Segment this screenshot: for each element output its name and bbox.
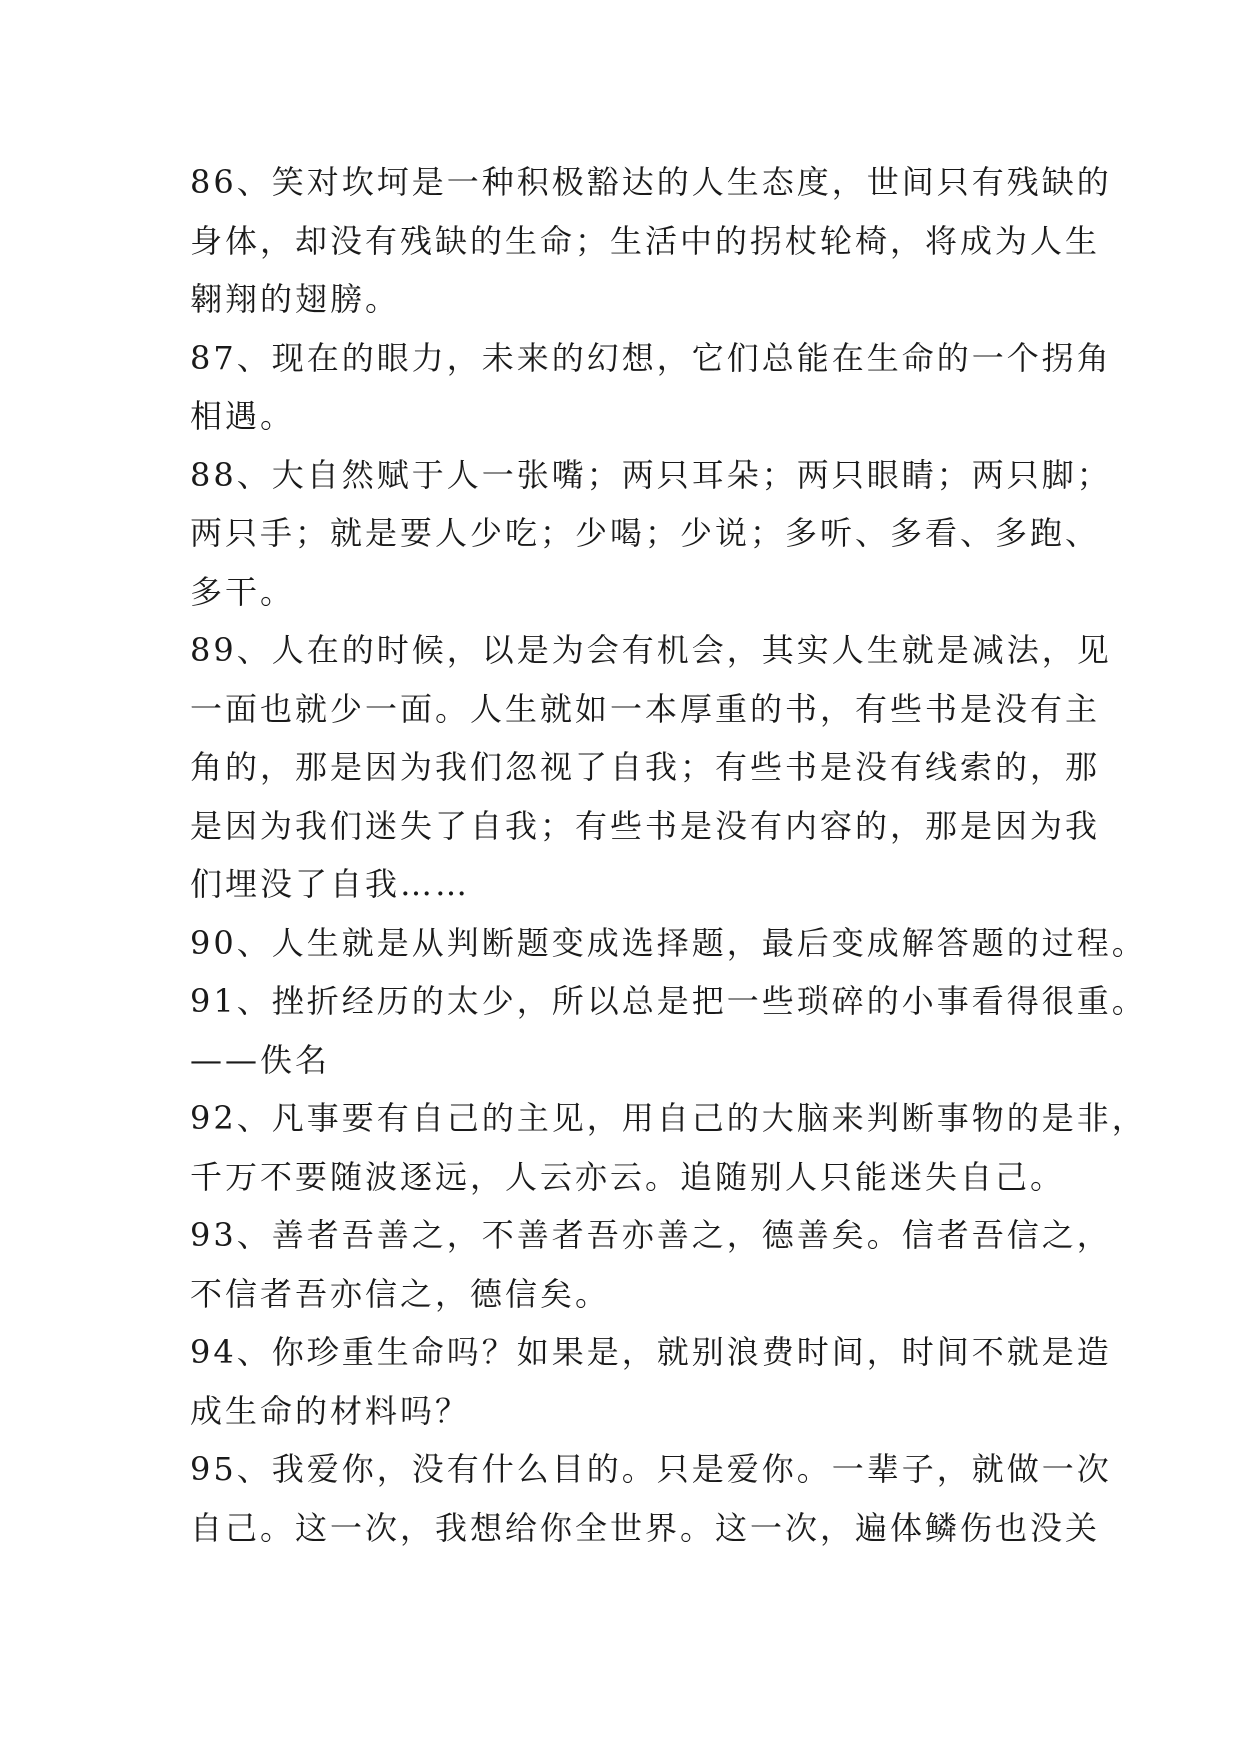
text-line: 自己。这一次，我想给你全世界。这一次，遍体鳞伤也没关: [190, 1508, 1101, 1547]
text-line: 95、我爱你，没有什么目的。只是爱你。一辈子，就做一次: [190, 1450, 1112, 1488]
document-body: [190, 153, 1147, 1557]
text-line: 91、挫折经历的太少，所以总是把一些琐碎的小事看得很重。: [190, 982, 1147, 1020]
text-line: 一面也就少一面。人生就如一本厚重的书，有些书是没有主: [190, 689, 1101, 728]
text-line: ——佚名: [190, 1040, 331, 1079]
text-line: 是因为我们迷失了自我；有些书是没有内容的，那是因为我: [190, 806, 1101, 845]
text-line: 92、凡事要有自己的主见，用自己的大脑来判断事物的是非，: [190, 1099, 1147, 1137]
text-line: 86、笑对坎坷是一种积极豁达的人生态度，世间只有残缺的: [190, 163, 1112, 201]
text-line: 身体，却没有残缺的生命；生活中的拐杖轮椅，将成为人生: [190, 221, 1101, 260]
text-line: 角的，那是因为我们忽视了自我；有些书是没有线索的，那: [190, 748, 1101, 786]
text-line: 多干。: [190, 572, 296, 611]
text-line: 千万不要随波逐远，人云亦云。追随别人只能迷失自己。: [190, 1157, 1066, 1196]
text-line: 94、你珍重生命吗？如果是，就别浪费时间，时间不就是造: [190, 1333, 1112, 1371]
text-line: 们埋没了自我……: [190, 865, 471, 903]
text-line: 90、人生就是从判断题变成选择题，最后变成解答题的过程。: [190, 923, 1147, 962]
text-line: 不信者吾亦信之，德信矣。: [190, 1274, 611, 1313]
text-line: 89、人在的时候，以是为会有机会，其实人生就是减法，见: [190, 631, 1112, 669]
text-line: 相遇。: [190, 397, 296, 435]
text-line: 88、大自然赋于人一张嘴；两只耳朵；两只眼睛；两只脚；: [190, 455, 1112, 494]
text-line: 翱翔的翅膀。: [190, 280, 401, 318]
text-line: 两只手；就是要人少吃；少喝；少说；多听、多看、多跑、: [190, 514, 1101, 552]
text-line: 93、善者吾善之，不善者吾亦善之，德善矣。信者吾信之，: [190, 1216, 1112, 1254]
text-line: 87、现在的眼力，未来的幻想，它们总能在生命的一个拐角: [190, 338, 1112, 377]
text-line: 成生命的材料吗？: [190, 1391, 471, 1430]
